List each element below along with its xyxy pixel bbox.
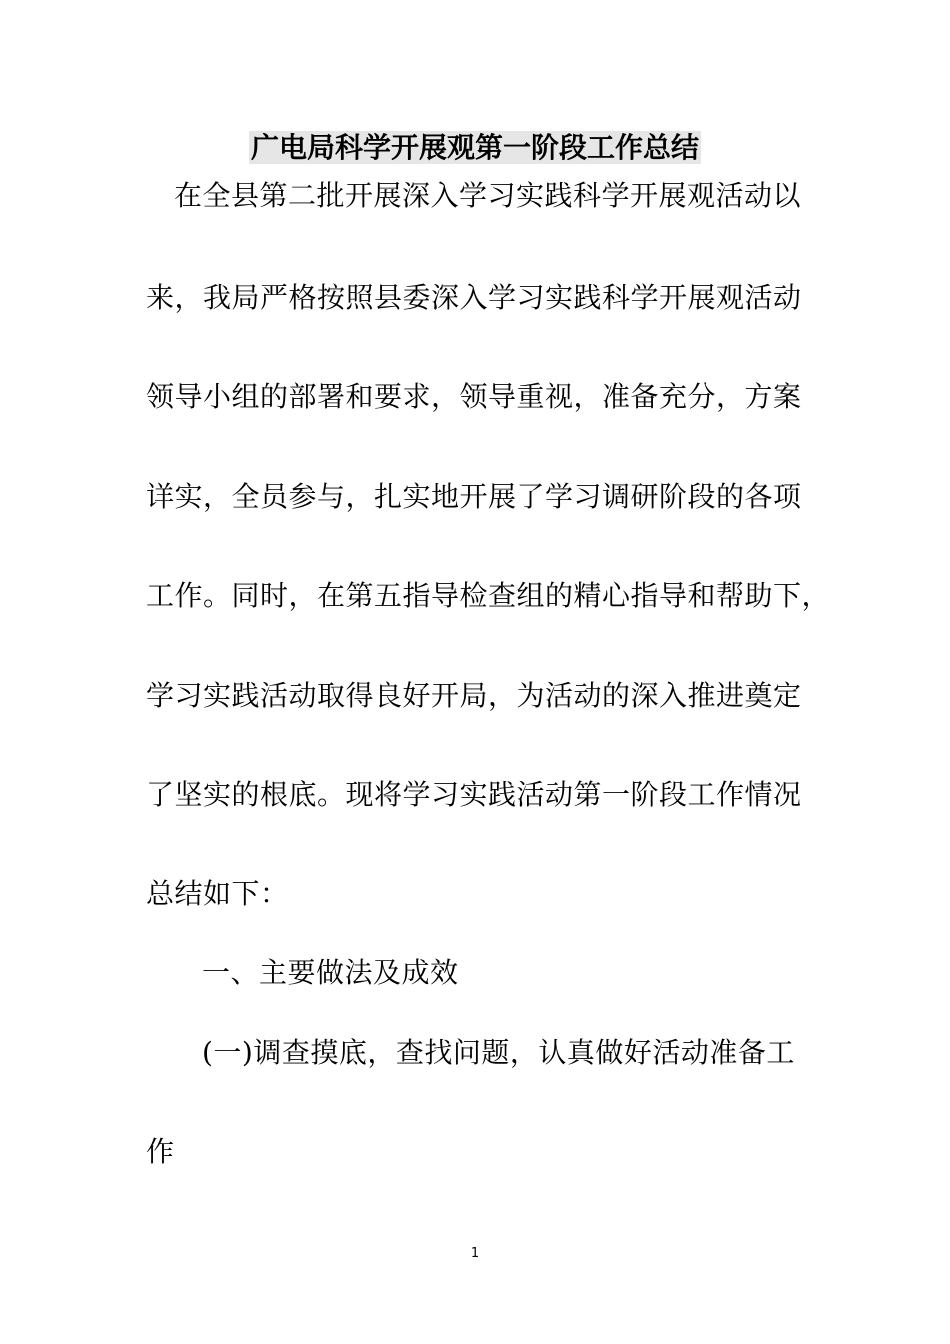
- document-title-text: 广电局科学开展观第一阶段工作总结: [250, 131, 699, 164]
- paragraph-line: 在全县第二批开展深入学习实践科学开展观活动以: [174, 179, 802, 212]
- subsection-heading: (一)调查摸底，查找问题，认真做好活动准备工: [202, 1036, 795, 1069]
- paragraph-line: 学习实践活动取得良好开局，为活动的深入推进奠定: [146, 679, 802, 712]
- section-heading: 一、主要做法及成效: [202, 956, 459, 989]
- paragraph-line: 总结如下：: [146, 877, 289, 910]
- document-title: [0, 128, 950, 168]
- paragraph-line: 来，我局严格按照县委深入学习实践科学开展观活动: [146, 281, 802, 314]
- paragraph-line: 了坚实的根底。现将学习实践活动第一阶段工作情况: [146, 778, 802, 811]
- paragraph-line: 工作。同时，在第五指导检查组的精心指导和帮助下，: [146, 579, 831, 612]
- paragraph-line: 详实，全员参与，扎实地开展了学习调研阶段的各项: [146, 480, 802, 513]
- page-number: 1: [470, 1246, 480, 1261]
- subsection-heading-continued: 作: [146, 1135, 175, 1168]
- paragraph-line: 领导小组的部署和要求，领导重视，准备充分，方案: [146, 380, 802, 413]
